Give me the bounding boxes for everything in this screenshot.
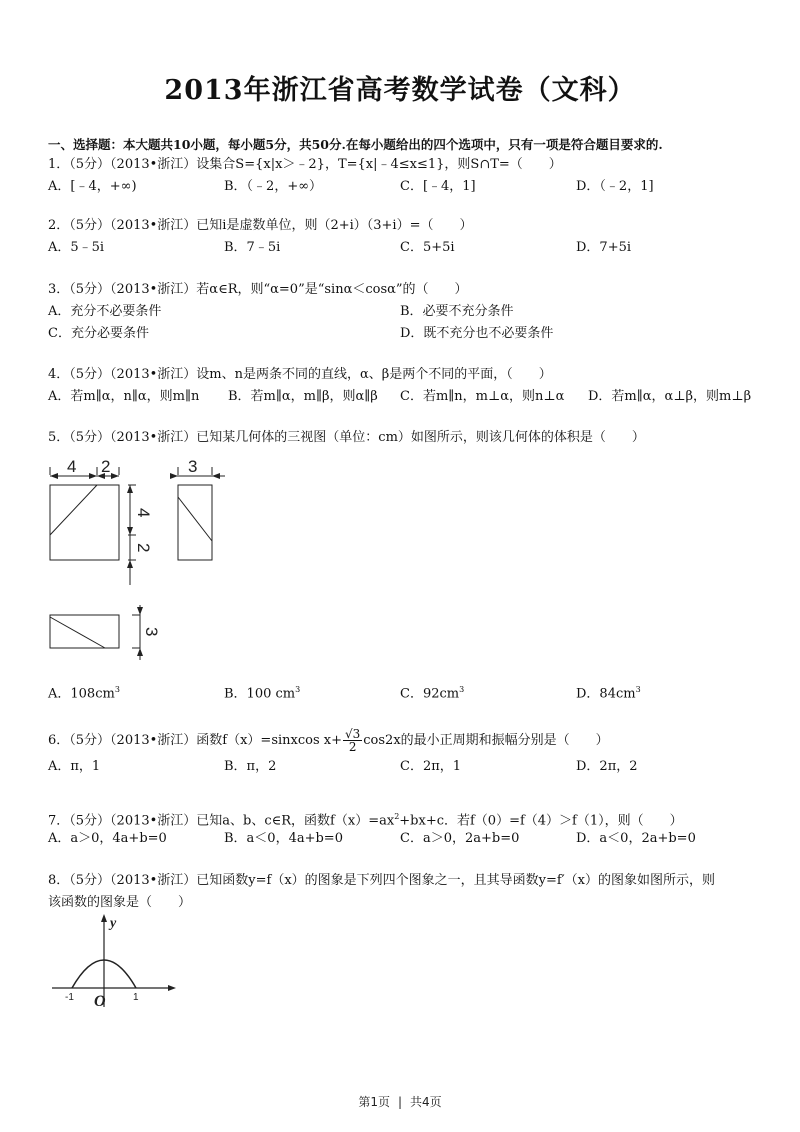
question-5 (48, 427, 768, 449)
option-row (48, 679, 768, 701)
dim-label: 4 (67, 457, 77, 476)
option-c: C．a＞0，2a+b=0 (400, 831, 520, 846)
option-b: B．必要不充分条件 (400, 304, 514, 319)
question-7 (48, 806, 768, 850)
page-title: 2013年浙江省高考数学试卷（文科） (164, 75, 636, 106)
page-number: 第1页 (358, 1095, 390, 1109)
dim-label: 2 (101, 457, 111, 476)
tick-label-neg: -1 (65, 992, 74, 1003)
dim-label: 3 (142, 627, 161, 637)
option-b: B．π，2 (224, 759, 277, 774)
dim-label: 4 (134, 508, 153, 518)
side-diagonal (178, 497, 212, 541)
question-stem: 1．（5分）（2013•浙江）设集合S={x|x＞﹣2}，T={x|﹣4≤x≤1}，则S∩T=（ ） (48, 157, 562, 172)
section-heading: 一、选择题：本大题共10小题，每小题5分，共50分.在每小题给出的四个选项中，只有一项是符合题目要求的. (48, 137, 663, 152)
option-a: A．若m∥α，n∥α，则m∥n (48, 389, 200, 404)
question-4 (48, 364, 768, 408)
dim-label: 3 (188, 457, 198, 476)
fraction: $\frac{√3}{2}$ (345, 727, 361, 754)
footer-separator: | (397, 1095, 403, 1109)
top-view (50, 615, 119, 648)
option-a: A．a＞0，4a+b=0 (48, 831, 167, 846)
option-c: C．$92cm^3$ (400, 685, 465, 702)
question-stem: 6．（5分）（2013•浙江）函数f（x）=sinxcos x+ $\frac{√3}{2}$ cos2x的最小正周期和振幅分别是（ ） (48, 727, 609, 754)
question-stem: 5．（5分）（2013•浙江）已知某几何体的三视图（单位：cm）如图所示，则该几何体的体积是（ ） (48, 430, 645, 445)
option-b: B．7﹣5i (224, 240, 281, 255)
option-b: B．100 $cm^3$ (224, 685, 301, 702)
question-1 (48, 154, 768, 198)
dim-label: 2 (134, 543, 153, 553)
three-view-figure (40, 455, 240, 670)
question-stem: 4．（5分）（2013•浙江）设m、n是两条不同的直线，α、β是两个不同的平面，（ ） (48, 367, 552, 382)
option-a: A．$108cm^3$ (48, 685, 120, 702)
option-a: A．5﹣5i (48, 240, 105, 255)
option-d: D．7+5i (576, 240, 632, 255)
question-3 (48, 279, 768, 345)
derivative-graph (48, 912, 178, 1012)
option-b: B．a＜0，4a+b=0 (224, 831, 343, 846)
option-c: C．若m∥n，m⊥α，则n⊥α (400, 389, 565, 404)
option-row (48, 301, 768, 323)
option-c: C．5+5i (400, 240, 455, 255)
option-d: D．既不充分也不必要条件 (400, 326, 554, 341)
top-diagonal (50, 617, 105, 648)
side-view (178, 485, 212, 560)
option-a: A．π，1 (48, 759, 101, 774)
option-d: D．（﹣2，1] (576, 179, 654, 194)
question-stem: 7．（5分）（2013•浙江）已知a、b、c∈R，函数$f(x)=ax^2+bx+c$．若f（0）=f（4）＞f（1），则（ ） (48, 812, 683, 829)
option-b: B．（﹣2，+∞） (224, 179, 323, 194)
question-stem: 2．（5分）（2013•浙江）已知i是虚数单位，则（2+i）（3+i）=（ ） (48, 218, 473, 233)
question-6 (48, 726, 768, 778)
option-d: D．a＜0，2a+b=0 (576, 831, 696, 846)
question-stem-line-2: 该函数的图象是（ ） (48, 895, 192, 910)
page-footer (0, 1093, 800, 1110)
option-row (48, 176, 768, 198)
y-axis-label: y (110, 916, 117, 931)
front-diagonal (50, 485, 97, 535)
option-b: B．若m∥α，m∥β，则α∥β (228, 389, 378, 404)
option-c: C．2π，1 (400, 759, 462, 774)
option-d: D．$84cm^3$ (576, 685, 641, 702)
option-a: A．充分不必要条件 (48, 304, 162, 319)
option-d: D．若m∥α，α⊥β，则m⊥β (588, 389, 752, 404)
question-8 (48, 870, 768, 914)
option-row (48, 386, 768, 408)
front-view (50, 485, 119, 560)
option-row (48, 237, 768, 259)
option-row (48, 756, 768, 778)
option-c: C．充分必要条件 (48, 326, 149, 341)
option-row (48, 828, 768, 850)
tick-label-pos: 1 (133, 992, 139, 1003)
option-c: C．[﹣4，1] (400, 179, 476, 194)
question-stem-line-1: 8．（5分）（2013•浙江）已知函数y=f（x）的图象是下列四个图象之一，且其导函数y=f′（x）的图象如图所示，则 (48, 873, 716, 888)
option-row (48, 323, 768, 345)
option-a: A．[﹣4，+∞) (48, 179, 137, 194)
page-total: 共4页 (410, 1095, 442, 1109)
origin-label: O (94, 993, 106, 1010)
question-5-options (48, 679, 768, 701)
question-2 (48, 215, 768, 259)
question-stem: 3．（5分）（2013•浙江）若α∈R，则“α=0”是“sinα＜cosα”的（ ） (48, 282, 468, 297)
option-d: D．2π，2 (576, 759, 638, 774)
